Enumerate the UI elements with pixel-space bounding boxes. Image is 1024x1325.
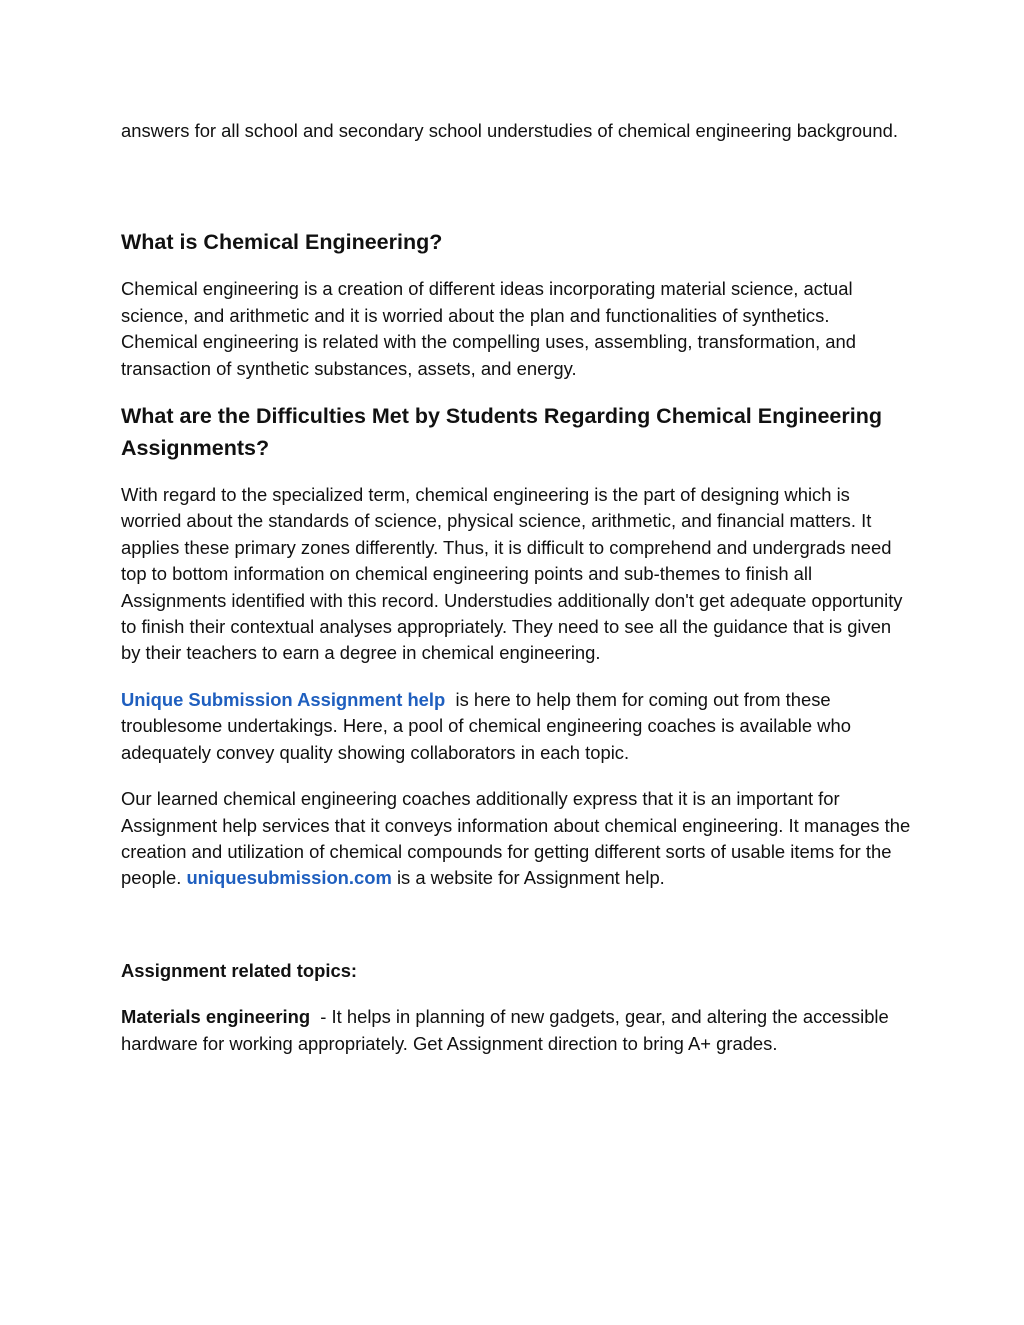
paragraph-what-is-chemical-engineering: Chemical engineering is a creation of different ideas incorporating material science, actual science, and arithmetic and it is worried about the plan and functionalities of synthetics. Chemical engineering is related with the compelling uses, assembling, transformation, and transaction of synthetic substances, assets, and energy. [121,278,856,379]
website-link[interactable]: uniquesubmission.com [186,867,392,889]
paragraph-coaches [121,786,916,892]
materials-engineering-label: Materials engineering [121,1006,311,1028]
unique-submission-link[interactable]: Unique Submission Assignment help [121,688,446,710]
topics-heading: Assignment related topics: [121,959,358,981]
paragraph-difficulties: With regard to the specialized term, chemical engineering is the part of designing which is worried about the standards of science, physical science, arithmetic, and financial matters. It applies these primary zones differently. Thus, it is difficult to comprehend and undergrads need top to bottom information on chemical engineering points and sub-themes to finish all Assignments identified with this record. Understudies additionally don't get adequate opportunity to finish their contextual analyses appropriately. They need to see all the guidance that is given by their teachers to earn a degree in chemical engineering. [121,484,903,664]
heading-what-is-chemical-engineering: What is Chemical Engineering? [121,230,443,255]
heading-difficulties: What are the Difficulties Met by Students Regarding Chemical Engineering Assignments? [121,404,882,461]
unique-submission-text: is here to help them for coming out from these troublesome undertakings. Here, a pool of chemical engineering coaches is available who adequately convey quality showing collaborators in each topic. [121,688,857,763]
document-page [121,118,916,1057]
coaches-text: Our learned chemical engineering coaches additionally express that it is an important for Assignment help services that it conveys information about chemical engineering. It manages the creation and utilization of chemical compounds for getting different sorts of usable items for the people. [121,788,916,889]
paragraph-unique-submission [121,687,911,766]
paragraph-materials-engineering [121,1004,911,1057]
materials-engineering-text: - It helps in planning of new gadgets, gear, and altering the accessible hardware for working appropriately. Get Assignment direction to bring A+ grades. [121,1006,894,1054]
intro-paragraph: answers for all school and secondary school understudies of chemical engineering background. [121,120,898,141]
coaches-rest-text: is a website for Assignment help. [391,867,665,889]
